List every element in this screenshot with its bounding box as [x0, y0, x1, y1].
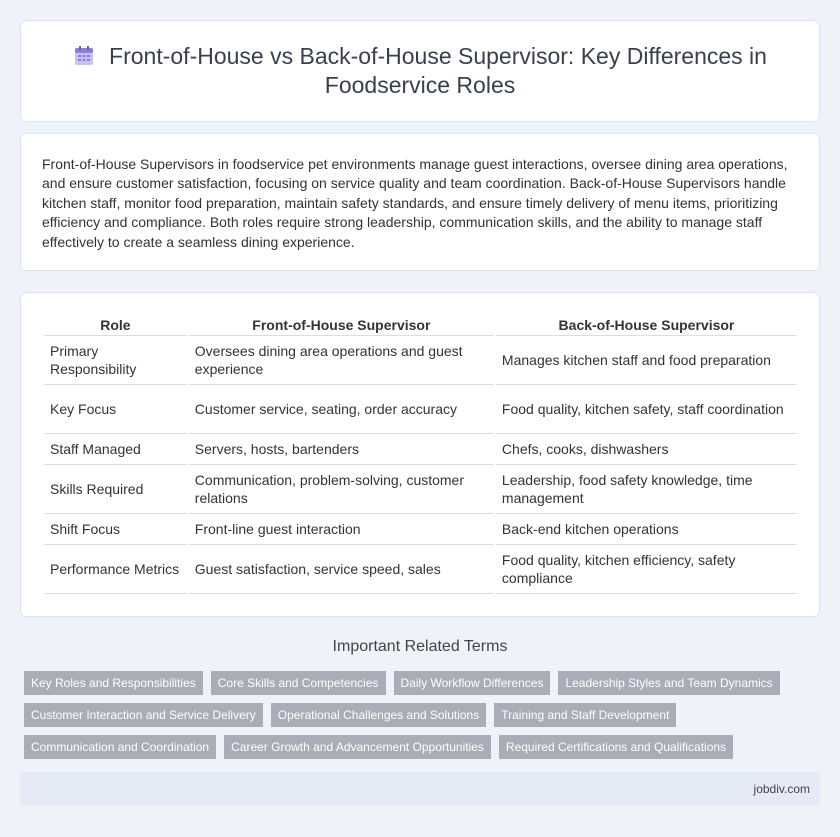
front-cell: Customer service, seating, order accuracy	[189, 385, 494, 434]
front-cell: Oversees dining area operations and guest experience	[189, 336, 494, 385]
table-header-row	[44, 313, 797, 336]
row-label: Shift Focus	[44, 514, 187, 545]
header-back-of-house: Back-of-House Supervisor	[496, 313, 797, 336]
intro-card	[20, 133, 820, 271]
tag-row	[24, 735, 814, 759]
back-cell: Leadership, food safety knowledge, time management	[496, 465, 797, 514]
related-tag[interactable]: Career Growth and Advancement Opportunities	[224, 735, 491, 759]
related-terms-section	[20, 638, 820, 656]
related-tags	[24, 671, 814, 767]
table-row	[44, 465, 797, 514]
front-cell: Servers, hosts, bartenders	[189, 434, 494, 465]
table-row	[44, 514, 797, 545]
footer-site-link[interactable]: jobdiv.com	[753, 782, 810, 796]
back-cell: Back-end kitchen operations	[496, 514, 797, 545]
table-row	[44, 545, 797, 594]
row-label: Skills Required	[44, 465, 187, 514]
related-tag[interactable]: Training and Staff Development	[494, 703, 676, 727]
page-title-wrap	[60, 42, 780, 100]
tag-row	[24, 671, 814, 695]
front-cell: Communication, problem-solving, customer relations	[189, 465, 494, 514]
back-cell: Manages kitchen staff and food preparation	[496, 336, 797, 385]
related-tag[interactable]: Daily Workflow Differences	[394, 671, 551, 695]
row-label: Staff Managed	[44, 434, 187, 465]
comparison-card	[20, 292, 820, 617]
footer	[20, 772, 820, 806]
related-tag[interactable]: Core Skills and Competencies	[211, 671, 386, 695]
related-tag[interactable]: Required Certifications and Qualifications	[499, 735, 733, 759]
table-row	[44, 385, 797, 434]
comparison-table	[42, 313, 799, 594]
title-card	[20, 20, 820, 122]
intro-text: Front-of-House Supervisors in foodservice pet environments manage guest interactions, oversee dining area operations, and ensure customer satisfaction, focusing on service quality and team coordination. Back-of-House Supervisors handle kitchen staff, monitor food preparation, maintain safety standards, and ensure timely delivery of menu items, prioritizing efficiency and compliance. Both roles require strong leadership, communication skills, and the ability to manage staff effectively to create a seamless dining experience.	[42, 156, 788, 250]
header-role: Role	[44, 313, 187, 336]
header-front-of-house: Front-of-House Supervisor	[189, 313, 494, 336]
related-tag[interactable]: Communication and Coordination	[24, 735, 216, 759]
related-tag[interactable]: Operational Challenges and Solutions	[271, 703, 486, 727]
back-cell: Food quality, kitchen safety, staff coordination	[496, 385, 797, 434]
front-cell: Front-line guest interaction	[189, 514, 494, 545]
page-title: Front-of-House vs Back-of-House Supervisor: Key Differences in Foodservice Roles	[109, 43, 767, 98]
back-cell: Chefs, cooks, dishwashers	[496, 434, 797, 465]
table-row	[44, 434, 797, 465]
row-label: Key Focus	[44, 385, 187, 434]
related-terms-heading: Important Related Terms	[332, 638, 508, 655]
row-label: Performance Metrics	[44, 545, 187, 594]
tag-row	[24, 703, 814, 727]
calendar-icon	[73, 45, 95, 67]
table-row	[44, 336, 797, 385]
back-cell: Food quality, kitchen efficiency, safety compliance	[496, 545, 797, 594]
front-cell: Guest satisfaction, service speed, sales	[189, 545, 494, 594]
related-tag[interactable]: Leadership Styles and Team Dynamics	[558, 671, 779, 695]
related-tag[interactable]: Key Roles and Responsibilities	[24, 671, 203, 695]
related-tag[interactable]: Customer Interaction and Service Delivery	[24, 703, 263, 727]
row-label: Primary Responsibility	[44, 336, 187, 385]
